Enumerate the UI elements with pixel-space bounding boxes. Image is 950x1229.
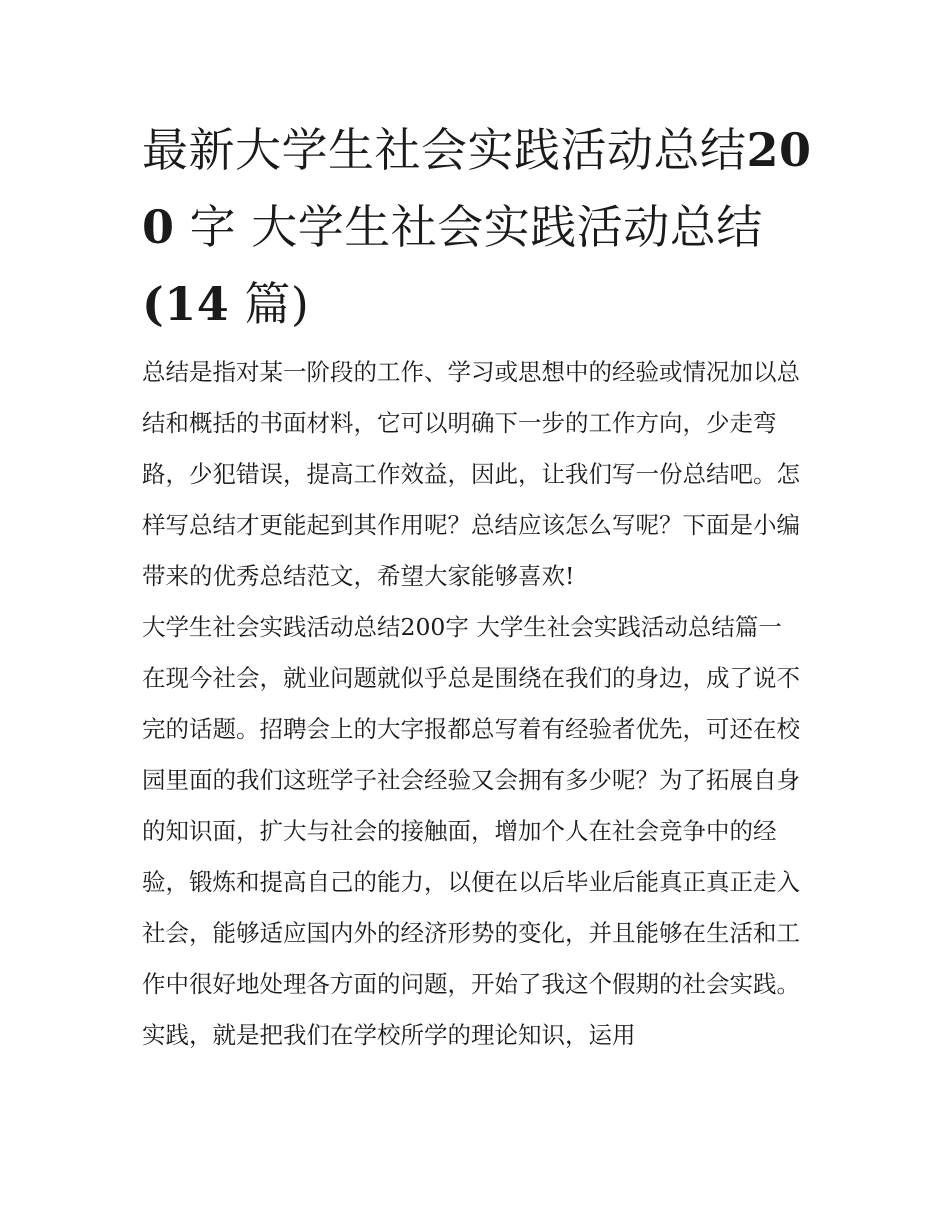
body-paragraph: 在现今社会，就业问题就似乎总是围绕在我们的身边，成了说不完的话题。招聘会上的大字报都总写着有经验者优先，可还在校园里面的我们这班学子社会经验又会拥有多少呢？为了拓展自身的知识面，扩大与社会的接触面，增加个人在社会竞争中的经验，锻炼和提高自己的能力，以便在以后毕业后能真正真正走入社会，能够适应国内外的经济形势的变化，并且能够在生活和工作中很好地处理各方面的问题，开始了我这个假期的社会实践。实践，就是把我们在学校所学的理论知识，运用 xyxy=(142,664,800,1049)
title-number-2: (14 xyxy=(142,277,230,331)
intro-paragraph: 总结是指对某一阶段的工作、学习或思想中的经验或情况加以总结和概括的书面材料，它可以明确下一步的工作方向，少走弯路，少犯错误，提高工作效益，因此，让我们写一份总结吧。怎样写总结才更能起到其作用呢？总结应该怎么写呢？下面是小编带来的优秀总结范文，希望大家能够喜欢! xyxy=(142,358,800,590)
document-title xyxy=(142,112,814,343)
section-heading: 大学生社会实践活动总结200字 大学生社会实践活动总结篇一 xyxy=(142,613,782,641)
title-text-3: 篇) xyxy=(229,277,310,331)
title-text-2: 字 大学生社会实践活动总结 xyxy=(174,200,763,254)
document-page xyxy=(142,112,814,1061)
title-number-1: 200 xyxy=(142,123,812,254)
title-text-1: 最新大学生社会实践活动总结 xyxy=(142,123,747,177)
